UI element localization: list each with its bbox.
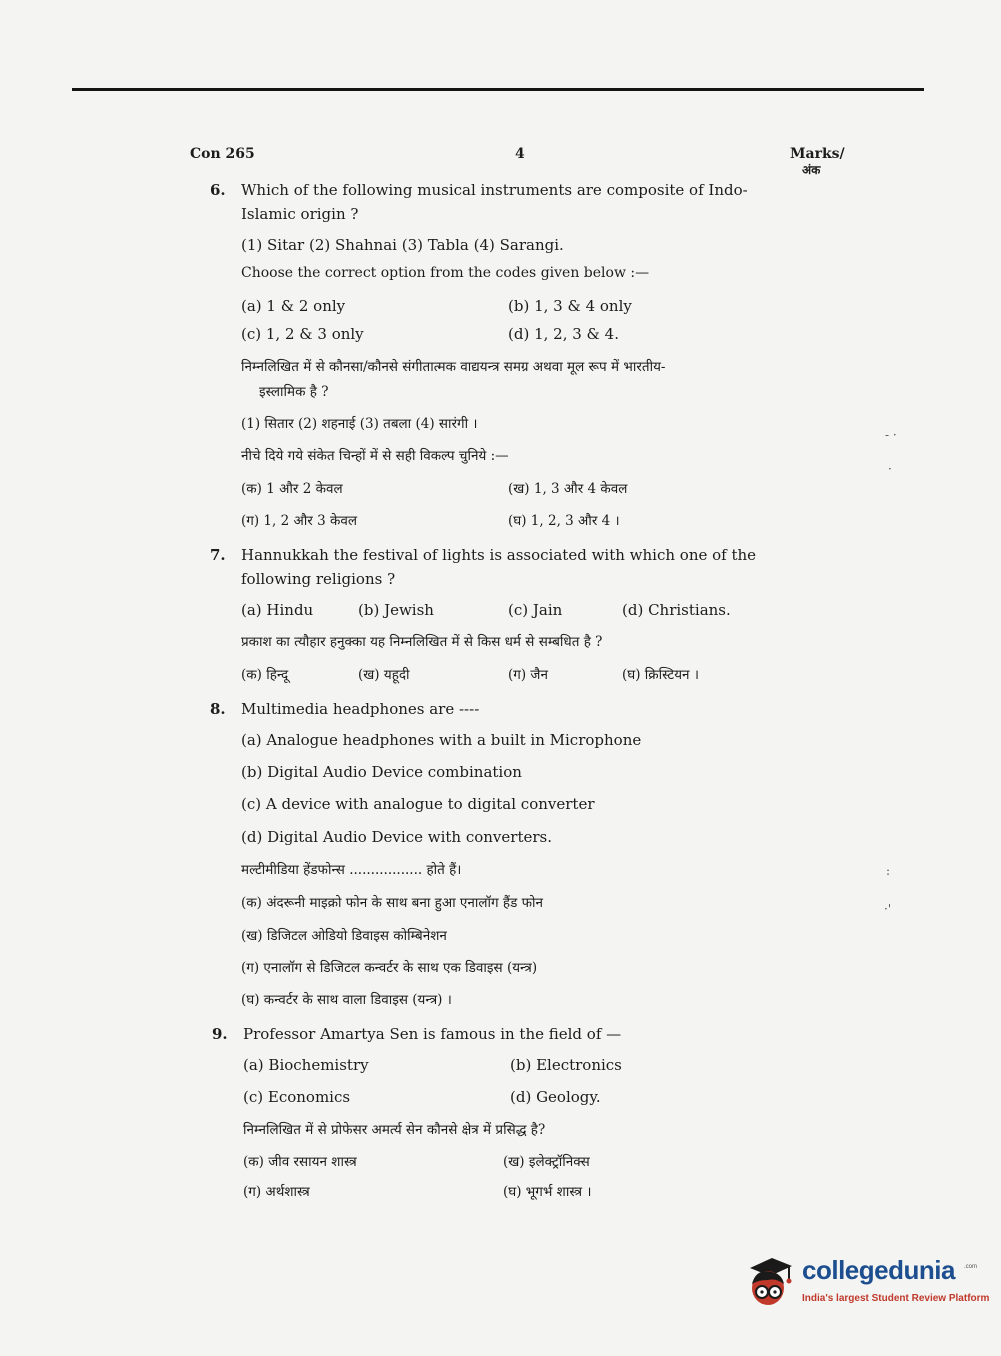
hindi-option-b: (ख) इलेक्ट्रॉनिक्स	[503, 1154, 590, 1170]
scan-speck: ·	[888, 462, 892, 476]
hindi-stem-line-1: निम्नलिखित में से कौनसा/कौनसे संगीतात्मक वाद्ययन्त्र समग्र अथवा मूल रूप में भारतीय-	[241, 359, 666, 375]
hindi-option-a: (क) जीव रसायन शास्त्र	[243, 1154, 357, 1170]
scan-speck: - ·	[885, 428, 897, 442]
question-stem: Professor Amartya Sen is famous in the field of —	[243, 1025, 622, 1043]
option-b: (b) 1, 3 & 4 only	[508, 297, 632, 315]
option-d: (d) 1, 2, 3 & 4.	[508, 325, 619, 343]
hindi-stem: मल्टीमीडिया हेंडफोन्स ................. होते हैं।	[241, 862, 462, 878]
option-c: (c) 1, 2 & 3 only	[241, 325, 364, 343]
hindi-stem-line-2: इस्लामिक है ?	[259, 384, 329, 400]
marks-label-hindi: अंक	[802, 163, 821, 177]
hindi-option-a: (क) अंदरूनी माइक्रो फोन के साथ बना हुआ एनालॉग हैंड फोन	[241, 895, 544, 911]
question-number: 7.	[210, 546, 226, 564]
top-rule	[72, 88, 924, 91]
brand-tagline: India's largest Student Review Platform	[802, 1293, 990, 1304]
question-stem: Multimedia headphones are ----	[241, 700, 480, 718]
hindi-option-c: (ग) अर्थशास्त्र	[243, 1184, 310, 1200]
instrument-list: (1) Sitar (2) Shahnai (3) Tabla (4) Sarangi.	[241, 236, 564, 254]
hindi-stem: निम्नलिखित में से प्रोफेसर अमर्त्य सेन कौनसे क्षेत्र में प्रसिद्ध है?	[243, 1122, 546, 1138]
hindi-option-d: (घ) 1, 2, 3 और 4 ।	[508, 513, 620, 529]
hindi-option-b: (ख) डिजिटल ओडियो डिवाइस कोम्बिनेशन	[241, 928, 447, 944]
option-c: (c) A device with analogue to digital converter	[241, 795, 595, 813]
hindi-choose-instruction: नीचे दिये गये संकेत चिन्हों में से सही विकल्प चुनिये :—	[241, 448, 509, 464]
scan-speck: :	[886, 864, 891, 878]
hindi-option-a: (क) हिन्दू	[241, 667, 289, 683]
question-stem: Hannukkah the festival of lights is associated with which one of the following religions ?	[241, 546, 757, 588]
brand-name: collegedunia	[802, 1255, 955, 1285]
hindi-option-d: (घ) कन्वर्टर के साथ वाला डिवाइस (यन्त्र) ।	[241, 992, 452, 1008]
option-a: (a) 1 & 2 only	[241, 297, 346, 315]
question-number: 9.	[212, 1025, 228, 1043]
option-b: (b) Digital Audio Device combination	[241, 763, 522, 781]
scan-speck: ·'	[884, 902, 892, 916]
hindi-stem: प्रकाश का त्यौहार हनुक्का यह निम्नलिखित में से किस धर्म से सम्बधित है ?	[241, 634, 603, 650]
collegedunia-watermark	[742, 1250, 990, 1312]
question-number: 8.	[210, 700, 226, 718]
mascot-icon	[742, 1254, 798, 1310]
option-a: (a) Hindu	[241, 601, 314, 619]
marks-heading	[790, 146, 845, 178]
paper-code: Con 265	[190, 146, 255, 162]
marks-label: Marks/	[790, 146, 845, 162]
option-d: (d) Digital Audio Device with converters.	[241, 828, 552, 846]
option-d: (d) Christians.	[622, 601, 731, 619]
option-a: (a) Biochemistry	[243, 1056, 369, 1074]
option-c: (c) Jain	[508, 601, 563, 619]
hindi-option-c: (ग) एनालॉग से डिजिटल कन्वर्टर के साथ एक डिवाइस (यन्त्र)	[241, 960, 538, 976]
hindi-instrument-list: (1) सितार (2) शहनाई (3) तबला (4) सारंगी ।	[241, 416, 478, 432]
option-c: (c) Economics	[243, 1088, 351, 1106]
hindi-option-d: (घ) क्रिस्टियन ।	[622, 667, 699, 683]
brand-domain: .com	[964, 1264, 978, 1270]
option-a: (a) Analogue headphones with a built in Microphone	[241, 731, 642, 749]
option-b: (b) Jewish	[358, 601, 434, 619]
page-number: 4	[515, 146, 525, 162]
hindi-option-b: (ख) 1, 3 और 4 केवल	[508, 481, 628, 497]
choose-instruction: Choose the correct option from the codes given below :—	[241, 265, 650, 281]
hindi-option-a: (क) 1 और 2 केवल	[241, 481, 343, 497]
hindi-option-c: (ग) 1, 2 और 3 केवल	[241, 513, 358, 529]
hindi-option-d: (घ) भूगर्भ शास्त्र ।	[503, 1184, 592, 1200]
question-stem: Which of the following musical instruments are composite of Indo-Islamic origin ?	[241, 181, 748, 223]
hindi-option-c: (ग) जैन	[508, 667, 548, 683]
question-number: 6.	[210, 181, 226, 199]
option-b: (b) Electronics	[510, 1056, 622, 1074]
option-d: (d) Geology.	[510, 1088, 601, 1106]
hindi-option-b: (ख) यहूदी	[358, 667, 410, 683]
